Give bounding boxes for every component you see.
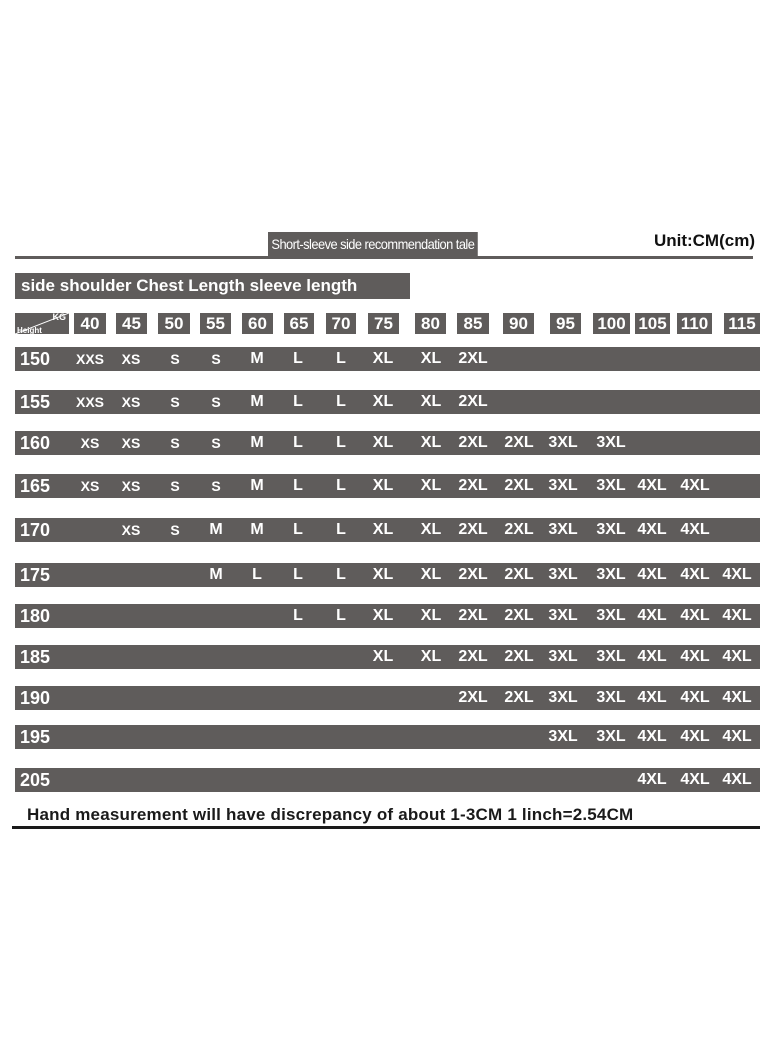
size-cell: XS	[121, 478, 141, 494]
weight-header-cell: 110	[677, 313, 712, 334]
size-cell: XS	[121, 394, 141, 410]
size-cell: 2XL	[458, 648, 488, 665]
row-height-label: 150	[20, 349, 51, 369]
size-cell: XL	[420, 477, 442, 494]
size-cell: L	[336, 350, 346, 367]
row-height-label: 175	[20, 565, 51, 585]
size-cell: 4XL	[637, 771, 667, 788]
size-cell: 3XL	[596, 648, 626, 665]
weight-header-cell: 90	[503, 313, 534, 334]
size-cell: S	[170, 351, 180, 367]
size-cell: 4XL	[722, 771, 752, 788]
size-cell: S	[170, 435, 180, 451]
size-cell: M	[250, 434, 264, 451]
size-cell: 3XL	[596, 434, 626, 451]
size-cell: 2XL	[504, 566, 534, 583]
size-cell: L	[293, 607, 303, 624]
size-cell: 3XL	[596, 566, 626, 583]
size-cell: XL	[420, 521, 442, 538]
size-cell: 2XL	[504, 607, 534, 624]
size-cell: 4XL	[637, 607, 667, 624]
size-cell: S	[211, 394, 221, 410]
weight-header-cell: 40	[74, 313, 106, 334]
unit-label: Unit:CM(cm)	[653, 231, 755, 250]
weight-header-cell: 55	[200, 313, 231, 334]
weight-header-cell: 115	[724, 313, 760, 334]
weight-header-cell: 75	[368, 313, 399, 334]
size-cell: 4XL	[680, 648, 710, 665]
size-cell: S	[211, 351, 221, 367]
size-cell: S	[170, 394, 180, 410]
weight-header-cell: 95	[550, 313, 581, 334]
corner-height-label: Height	[17, 326, 42, 334]
size-cell: XL	[420, 566, 442, 583]
size-cell: 4XL	[680, 771, 710, 788]
weight-header-cell: 85	[457, 313, 489, 334]
row-height-label: 160	[20, 433, 51, 453]
size-cell: S	[211, 478, 221, 494]
size-cell: S	[170, 478, 180, 494]
size-cell: 2XL	[458, 689, 488, 706]
weight-header-cell: 45	[116, 313, 147, 334]
size-cell: 2XL	[504, 434, 534, 451]
size-cell: 3XL	[548, 607, 578, 624]
size-cell: XL	[372, 477, 394, 494]
size-cell: 3XL	[548, 477, 578, 494]
size-cell: XXS	[75, 351, 104, 367]
size-cell: XL	[420, 393, 442, 410]
row-height-label: 185	[20, 647, 51, 667]
size-cell: 4XL	[680, 477, 710, 494]
weight-header-cell: 65	[284, 313, 314, 334]
weight-header-cell: 70	[326, 313, 356, 334]
size-cell: L	[293, 393, 303, 410]
size-cell: 2XL	[458, 521, 488, 538]
size-cell: 2XL	[504, 648, 534, 665]
size-cell: M	[250, 477, 264, 494]
size-cell: 4XL	[722, 689, 752, 706]
size-cell: XS	[80, 435, 100, 451]
size-cell: 4XL	[680, 728, 710, 745]
size-cell: XL	[420, 607, 442, 624]
top-divider	[15, 256, 753, 259]
size-cell: M	[250, 350, 264, 367]
size-cell: L	[293, 477, 303, 494]
weight-header-cell: 105	[635, 313, 670, 334]
size-cell: 2XL	[458, 477, 488, 494]
row-height-label: 155	[20, 392, 51, 412]
corner-header-cell	[15, 313, 69, 334]
size-cell: 3XL	[596, 728, 626, 745]
corner-kg-label: KG	[52, 313, 66, 322]
weight-header-cell: 100	[593, 313, 630, 334]
size-cell: XS	[121, 351, 141, 367]
size-cell: 4XL	[637, 689, 667, 706]
size-cell: 3XL	[596, 521, 626, 538]
row-height-label: 195	[20, 727, 51, 747]
size-cell: XL	[372, 350, 394, 367]
weight-header-cell: 60	[242, 313, 273, 334]
size-cell: XL	[372, 521, 394, 538]
row-height-label: 205	[20, 770, 51, 790]
size-cell: 4XL	[722, 728, 752, 745]
size-cell: L	[293, 521, 303, 538]
size-cell: 2XL	[458, 607, 488, 624]
size-cell: 3XL	[596, 477, 626, 494]
size-cell: 4XL	[680, 521, 710, 538]
size-cell: 3XL	[596, 689, 626, 706]
size-cell: 3XL	[548, 521, 578, 538]
size-cell: L	[293, 566, 303, 583]
size-cell: S	[170, 522, 180, 538]
size-cell: L	[293, 350, 303, 367]
size-cell: 3XL	[548, 566, 578, 583]
size-cell: L	[336, 434, 346, 451]
size-cell: XL	[372, 607, 394, 624]
chart-title: Short-sleeve side recommendation tale	[268, 232, 478, 256]
size-cell: 2XL	[504, 521, 534, 538]
size-cell: XL	[420, 350, 442, 367]
size-cell: XS	[80, 478, 100, 494]
size-cell: 2XL	[458, 434, 488, 451]
size-cell: L	[336, 521, 346, 538]
size-cell: 4XL	[722, 648, 752, 665]
size-cell: 3XL	[548, 434, 578, 451]
size-cell: M	[250, 521, 264, 538]
size-cell: 4XL	[680, 689, 710, 706]
size-cell: XXS	[75, 394, 104, 410]
size-cell: 4XL	[637, 566, 667, 583]
size-cell: M	[209, 566, 223, 583]
size-cell: L	[336, 393, 346, 410]
row-height-label: 165	[20, 476, 51, 496]
row-height-label: 180	[20, 606, 51, 626]
size-cell: XL	[420, 648, 442, 665]
measurement-subtitle: side shoulder Chest Length sleeve length	[15, 273, 410, 299]
size-cell: S	[211, 435, 221, 451]
size-cell: XL	[372, 393, 394, 410]
size-cell: 4XL	[637, 477, 667, 494]
size-cell: XL	[372, 648, 394, 665]
size-cell: XL	[420, 434, 442, 451]
size-cell: 3XL	[548, 728, 578, 745]
size-cell: 4XL	[637, 648, 667, 665]
size-cell: 3XL	[548, 648, 578, 665]
size-cell: 2XL	[458, 566, 488, 583]
size-cell: L	[336, 607, 346, 624]
size-cell: L	[336, 477, 346, 494]
size-cell: 4XL	[680, 607, 710, 624]
size-cell: 4XL	[722, 607, 752, 624]
row-height-label: 170	[20, 520, 51, 540]
size-cell: XL	[372, 434, 394, 451]
size-cell: 4XL	[637, 728, 667, 745]
size-cell: 4XL	[722, 566, 752, 583]
size-cell: L	[293, 434, 303, 451]
weight-header-cell: 80	[415, 313, 446, 334]
size-cell: L	[336, 566, 346, 583]
bottom-divider	[12, 826, 760, 829]
size-cell: 2XL	[458, 350, 488, 367]
size-cell: 4XL	[680, 566, 710, 583]
size-cell: 4XL	[637, 521, 667, 538]
size-cell: 2XL	[458, 393, 488, 410]
size-cell: L	[252, 566, 262, 583]
size-cell: M	[250, 393, 264, 410]
row-height-label: 190	[20, 688, 51, 708]
size-cell: M	[209, 521, 223, 538]
size-cell: 3XL	[596, 607, 626, 624]
size-cell: 3XL	[548, 689, 578, 706]
size-cell: XL	[372, 566, 394, 583]
size-cell: 2XL	[504, 689, 534, 706]
size-cell: 2XL	[504, 477, 534, 494]
footer-note: Hand measurement will have discrepancy of about 1-3CM 1 linch=2.54CM	[27, 805, 634, 824]
weight-header-cell: 50	[158, 313, 190, 334]
size-cell: XS	[121, 522, 141, 538]
size-cell: XS	[121, 435, 141, 451]
